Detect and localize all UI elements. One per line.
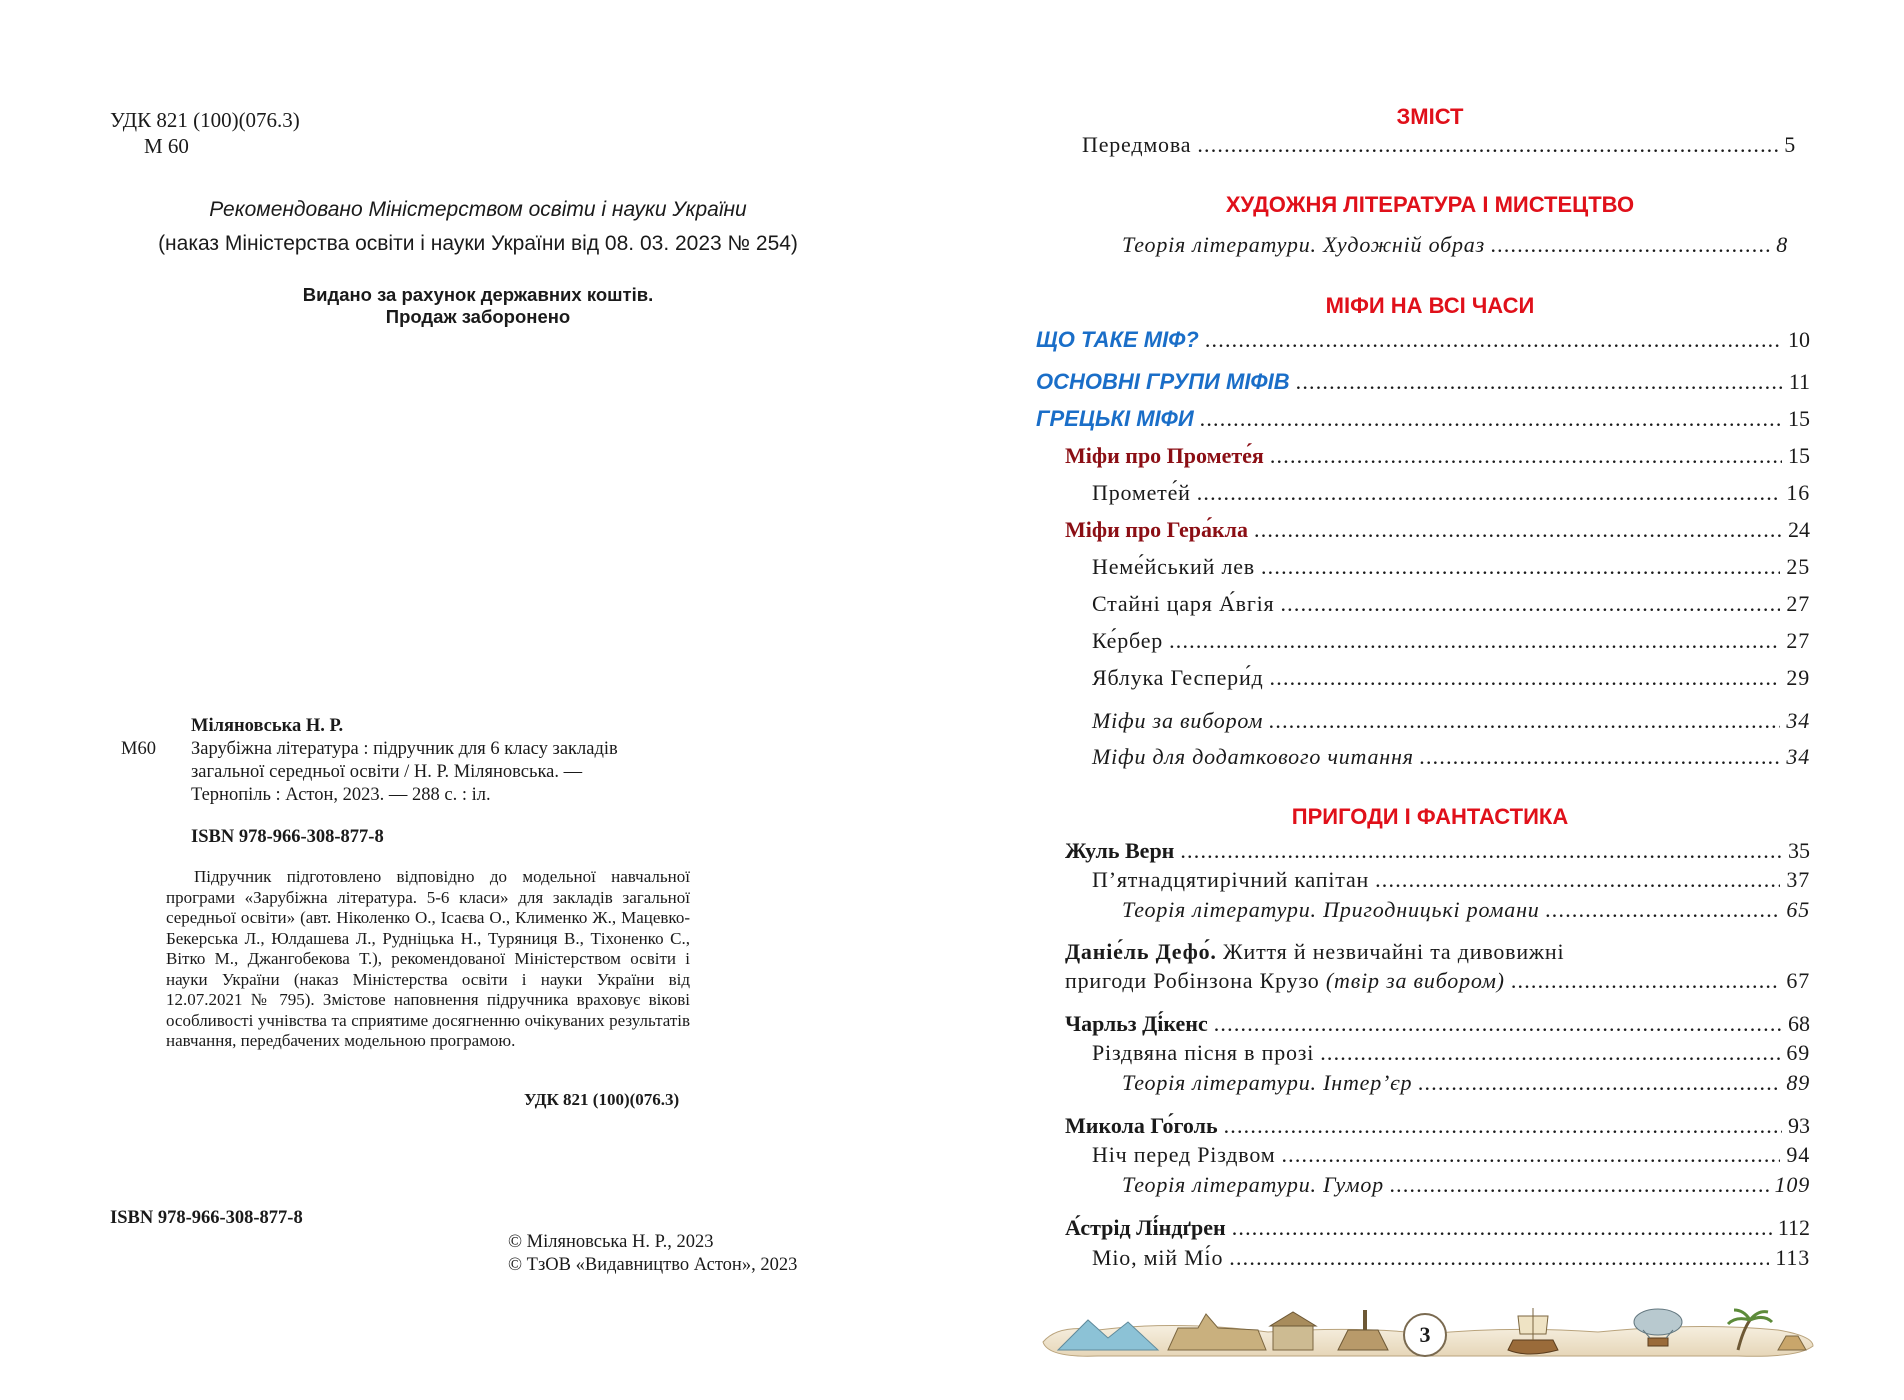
toc-item-defoe-line2[interactable]: пригоди Робінзона Крузо (твір за вибором) ..... 67 xyxy=(1065,968,1810,998)
toc-item-captain[interactable]: П’ятнадцятирічний капітан ..... 37 xyxy=(1092,867,1810,897)
toc-item-image-theory[interactable]: Теорія літератури. Художній образ ..... 8 xyxy=(1122,232,1788,262)
toc-section-art: ХУДОЖНЯ ЛІТЕРАТУРА І МИСТЕЦТВО xyxy=(1225,192,1635,217)
toc-section-adventure: ПРИГОДИ І ФАНТАСТИКА xyxy=(1291,804,1569,829)
toc-item-heracles-myths[interactable]: Міфи про Гера́кла ..... 24 xyxy=(1065,517,1810,547)
toc-item-myths-choice[interactable]: Міфи за вибором ..... 34 xyxy=(1092,708,1810,738)
catalog-line-1: Зарубіжна література : підручник для 6 класу закладів xyxy=(191,739,618,759)
sale-prohibited-note: Продаж заборонено xyxy=(385,306,571,327)
toc-item-what-myth[interactable]: ЩО ТАКЕ МІФ? ..... 10 xyxy=(1036,327,1810,357)
recommendation-line: Рекомендовано Міністерством освіти і науки України xyxy=(209,198,747,221)
catalog-line-2: загальної середньої освіти / Н. Р. Міляновська. — xyxy=(191,762,583,782)
toc-item-humor-theory[interactable]: Теорія літератури. Гумор ..... 109 xyxy=(1122,1172,1810,1202)
copyright-publisher: © ТзОВ «Видавництво Астон», 2023 xyxy=(508,1255,798,1275)
toc-item-prometheus[interactable]: Промете́й ..... 16 xyxy=(1092,480,1810,510)
toc-item-myth-groups[interactable]: ОСНОВНІ ГРУПИ МІФІВ ..... 11 xyxy=(1036,369,1810,399)
toc-item-prometheus-myths[interactable]: Міфи про Промете́я ..... 15 xyxy=(1065,443,1810,473)
toc-item-lindgren[interactable]: А́стрід Лі́ндґрен ..... 112 xyxy=(1065,1215,1810,1245)
toc-item-cerberus[interactable]: Ке́рбер ..... 27 xyxy=(1092,628,1810,658)
isbn-bottom: ISBN 978-966-308-877-8 xyxy=(110,1208,303,1228)
toc-item-adventure-theory[interactable]: Теорія літератури. Пригодницькі романи ..... 65 xyxy=(1122,897,1810,927)
udk-index: УДК 821 (100)(076.3) xyxy=(110,108,300,132)
toc-section-myths: МІФИ НА ВСІ ЧАСИ xyxy=(1325,293,1535,318)
ministry-order: (наказ Міністерства освіти і науки України від 08. 03. 2023 № 254) xyxy=(158,232,798,255)
state-funded-note: Видано за рахунок державних коштів. xyxy=(302,284,654,305)
copyright-author: © Міляновська Н. Р., 2023 xyxy=(508,1232,714,1252)
toc-item-verne[interactable]: Жуль Верн ..... 35 xyxy=(1065,838,1810,868)
toc-item-nemean-lion[interactable]: Неме́йський лев ..... 25 xyxy=(1092,554,1810,584)
toc-item-christmas-night[interactable]: Ніч перед Різдвом ..... 94 xyxy=(1092,1142,1810,1172)
catalog-author: Міляновська Н. Р. xyxy=(191,716,344,736)
annotation-paragraph: Підручник підготовлено відповідно до модельної навчальної програми «Зарубіжна література. 5-6 класи» для закладів загальної середньої освіти» (авт. Ніколенко О., Ісаєва О., Клименко Ж., Мацевко-Бекерська Л., Юлдашева Л., Рудніцька Н., Туряниця В., Тіхоненко С., Вітко М., Джангобекова Т.), рекомендованої Міністерством освіти і науки України (наказ Міністерства освіти і науки України від 12.07.2021 № 795). Змістове наповнення підручника враховує вікові особливості учнівства та сприятиме досягненню очікуваних результатів навчання, передбачених модельною програмою. xyxy=(166,867,690,1050)
toc-item-augean-stables[interactable]: Стайні царя А́вгія ..... 27 xyxy=(1092,591,1810,621)
toc-item-defoe-line1[interactable]: Даніе́ль Дефо́. Життя й незвичайні та дивовижні xyxy=(1065,939,1565,964)
page-number: 3 xyxy=(1403,1313,1447,1357)
toc-title: ЗМІСТ xyxy=(1396,104,1464,129)
toc-item-greek-myths[interactable]: ГРЕЦЬКІ МІФИ ..... 15 xyxy=(1036,406,1810,436)
catalog-code: М60 xyxy=(121,739,156,759)
toc-item-preface[interactable]: Передмова ..... 5 xyxy=(1082,132,1796,162)
toc-item-interior-theory[interactable]: Теорія літератури. Інтер’єр ..... 89 xyxy=(1122,1070,1810,1100)
toc-item-myths-extra[interactable]: Міфи для додаткового читання ..... 34 xyxy=(1092,744,1810,774)
catalog-isbn: ISBN 978-966-308-877-8 xyxy=(191,827,384,847)
library-code: М 60 xyxy=(144,134,189,158)
toc-item-hesperides[interactable]: Яблука Геспери́д ..... 29 xyxy=(1092,665,1810,695)
toc-item-dickens[interactable]: Чарльз Ді́кенс ..... 68 xyxy=(1065,1011,1810,1041)
toc-item-mio[interactable]: Міо, мій Мі́о ..... 113 xyxy=(1092,1245,1810,1275)
toc-item-christmas-carol[interactable]: Різдвяна пісня в прозі ..... 69 xyxy=(1092,1040,1810,1070)
catalog-line-3: Тернопіль : Астон, 2023. — 288 с. : іл. xyxy=(191,785,491,805)
toc-item-gogol[interactable]: Микола Го́голь ..... 93 xyxy=(1065,1113,1810,1143)
annotation-udk: УДК 821 (100)(076.3) xyxy=(524,1090,680,1109)
